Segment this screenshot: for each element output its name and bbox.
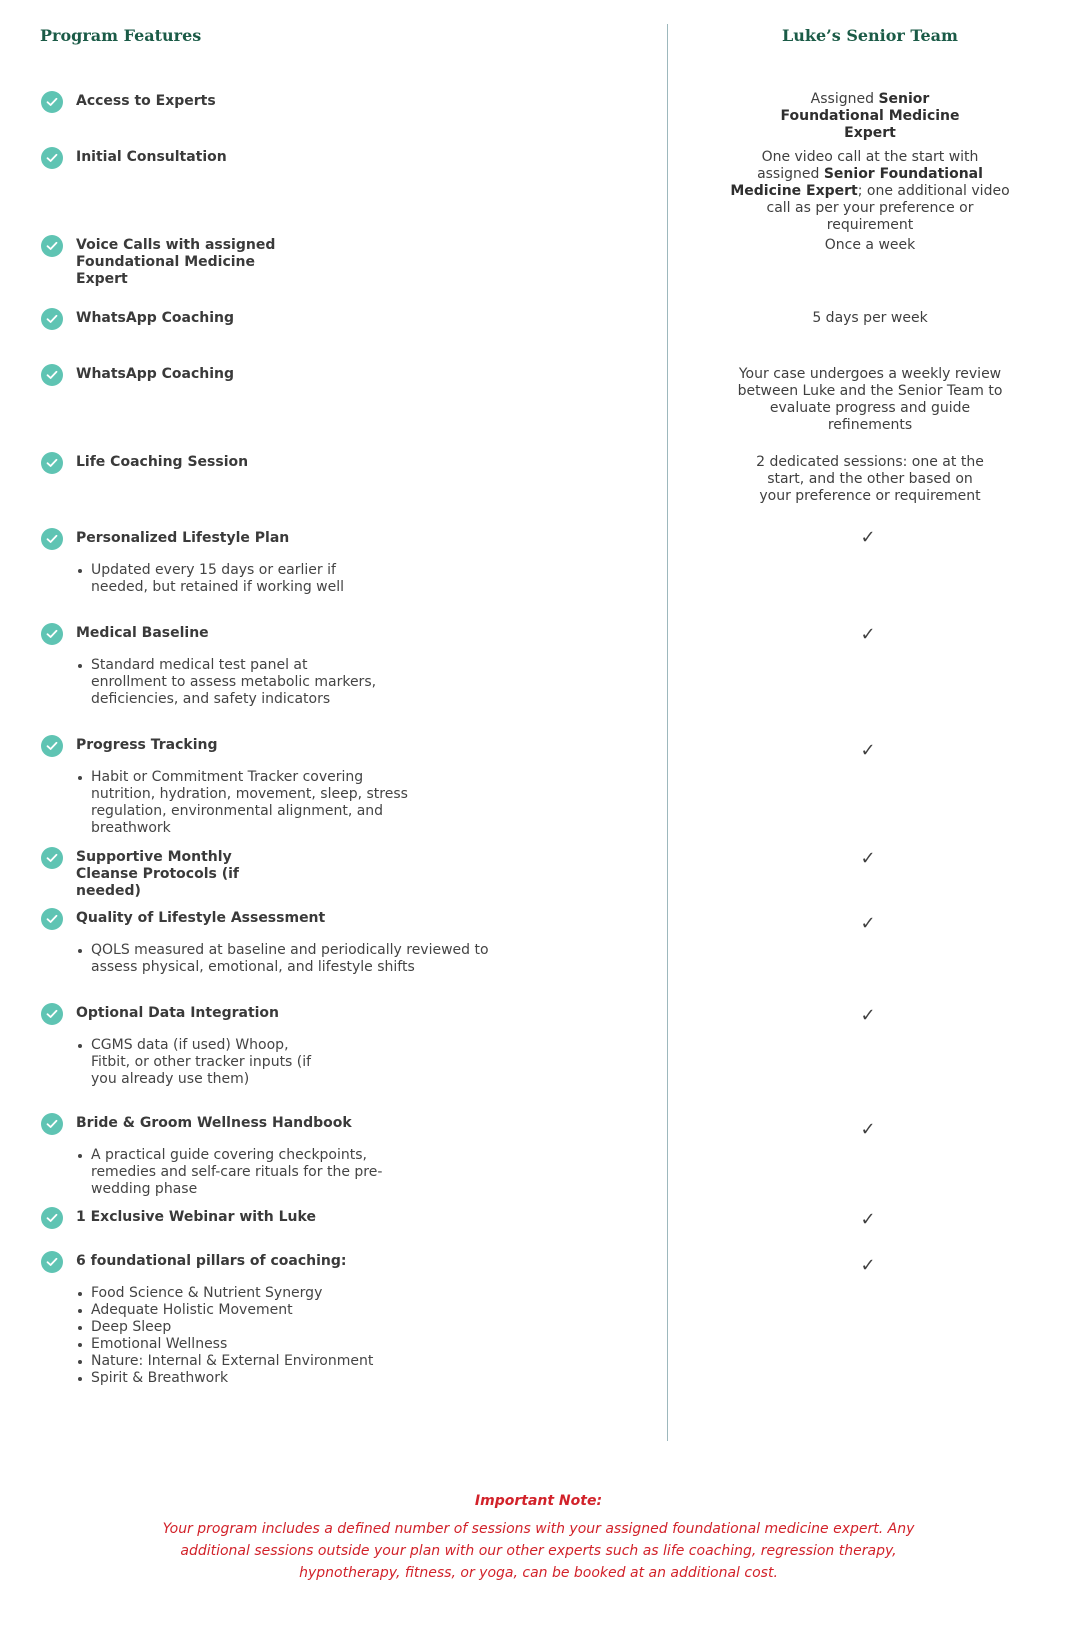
feature-detail-item: Standard medical test panel at enrollment to assess metabolic markers, deficiencies, and safety indicators (76, 657, 378, 708)
features-column-header: Program Features (40, 26, 202, 45)
feature-detail-item: Emotional Wellness (76, 1336, 396, 1353)
important-note-title: Important Note: (474, 1493, 603, 1509)
column-divider (667, 24, 668, 1441)
checkmark-icon: ✓ (860, 913, 876, 934)
feature-detail-item: Food Science & Nutrient Synergy (76, 1285, 396, 1302)
plan-value: 5 days per week (812, 310, 928, 326)
checkmark-icon: ✓ (860, 624, 876, 645)
feature-detail-item: Adequate Holistic Movement (76, 1302, 396, 1319)
plan-value: Your case undergoes a weekly review between Luke and the Senior Team to evaluate progress and guide refinements (737, 366, 1003, 433)
feature-label: 6 foundational pillars of coaching: (76, 1253, 347, 1269)
plan-value: Once a week (824, 237, 916, 253)
checkmark-icon: ✓ (860, 1255, 876, 1276)
feature-label: 1 Exclusive Webinar with Luke (76, 1209, 316, 1225)
check-circle-icon (41, 452, 63, 474)
check-circle-icon (41, 847, 63, 869)
feature-label: Life Coaching Session (76, 454, 249, 470)
feature-detail-item: Deep Sleep (76, 1319, 396, 1336)
checkmark-icon: ✓ (860, 1119, 876, 1140)
feature-label: Medical Baseline (76, 625, 209, 641)
check-circle-icon (41, 235, 63, 257)
check-circle-icon (41, 1113, 63, 1135)
feature-details-list (76, 657, 378, 708)
check-circle-icon (41, 147, 63, 169)
feature-details-list (76, 1147, 426, 1198)
plan-value-text: Assigned (810, 91, 879, 107)
plan-value: 2 dedicated sessions: one at the start, and the other based on your preference or requirement (756, 454, 984, 504)
feature-details-list (76, 1285, 396, 1387)
feature-detail-item: Spirit & Breathwork (76, 1370, 396, 1387)
feature-label: WhatsApp Coaching (76, 366, 235, 382)
check-circle-icon (41, 308, 63, 330)
feature-details-list (76, 1037, 326, 1088)
feature-label: Quality of Lifestyle Assessment (76, 910, 326, 926)
feature-detail-item: Updated every 15 days or earlier if needed, but retained if working well (76, 562, 376, 596)
feature-label: Optional Data Integration (76, 1005, 280, 1021)
plan-value-text: One video call at the start with assigned (757, 149, 979, 182)
plan-value-emphasis: Senior Foundational Medicine Expert (730, 166, 983, 199)
feature-details-list (76, 942, 496, 976)
checkmark-icon: ✓ (860, 848, 876, 869)
feature-detail-item: QOLS measured at baseline and periodically reviewed to assess physical, emotional, and lifestyle shifts (76, 942, 496, 976)
feature-label: Supportive Monthly Cleanse Protocols (if needed) (76, 849, 239, 899)
check-circle-icon (41, 623, 63, 645)
plan-value-text: ; one additional video call as per your preference or requirement (766, 183, 1010, 233)
checkmark-icon: ✓ (860, 1005, 876, 1026)
check-circle-icon (41, 735, 63, 757)
check-circle-icon (41, 1003, 63, 1025)
feature-label: Access to Experts (76, 93, 216, 109)
check-circle-icon (41, 91, 63, 113)
checkmark-icon: ✓ (860, 1209, 876, 1230)
check-circle-icon (41, 528, 63, 550)
feature-detail-item: CGMS data (if used) Whoop, Fitbit, or other tracker inputs (if you already use them) (76, 1037, 326, 1088)
feature-label: Progress Tracking (76, 737, 218, 753)
checkmark-icon: ✓ (860, 740, 876, 761)
plan-value (767, 91, 973, 142)
feature-label: Bride & Groom Wellness Handbook (76, 1115, 352, 1131)
feature-detail-item: Nature: Internal & External Environment (76, 1353, 396, 1370)
feature-label: WhatsApp Coaching (76, 310, 235, 326)
checkmark-icon: ✓ (860, 527, 876, 548)
plan-value (729, 149, 1011, 234)
plan-value-emphasis: Senior Foundational Medicine Expert (780, 91, 960, 141)
important-note-text: Your program includes a defined number of sessions with your assigned foundational medicine expert. Any additional sessions outside your plan with our other experts such as life coaching, regression therapy, hypnotherapy, fitness, or yoga, can be booked at an additional cost. (162, 1521, 915, 1581)
feature-details-list (76, 562, 376, 596)
feature-label: Personalized Lifestyle Plan (76, 530, 290, 546)
feature-details-list (76, 769, 416, 837)
check-circle-icon (41, 364, 63, 386)
feature-label: Initial Consultation (76, 149, 227, 165)
check-circle-icon (41, 1251, 63, 1273)
feature-label: Voice Calls with assigned Foundational Medicine Expert (76, 237, 276, 287)
check-circle-icon (41, 908, 63, 930)
plan-column-header: Luke’s Senior Team (782, 26, 958, 45)
feature-detail-item: A practical guide covering checkpoints, remedies and self-care rituals for the pre-wedding phase (76, 1147, 426, 1198)
feature-detail-item: Habit or Commitment Tracker covering nutrition, hydration, movement, sleep, stress regulation, environmental alignment, and breathwork (76, 769, 416, 837)
check-circle-icon (41, 1207, 63, 1229)
